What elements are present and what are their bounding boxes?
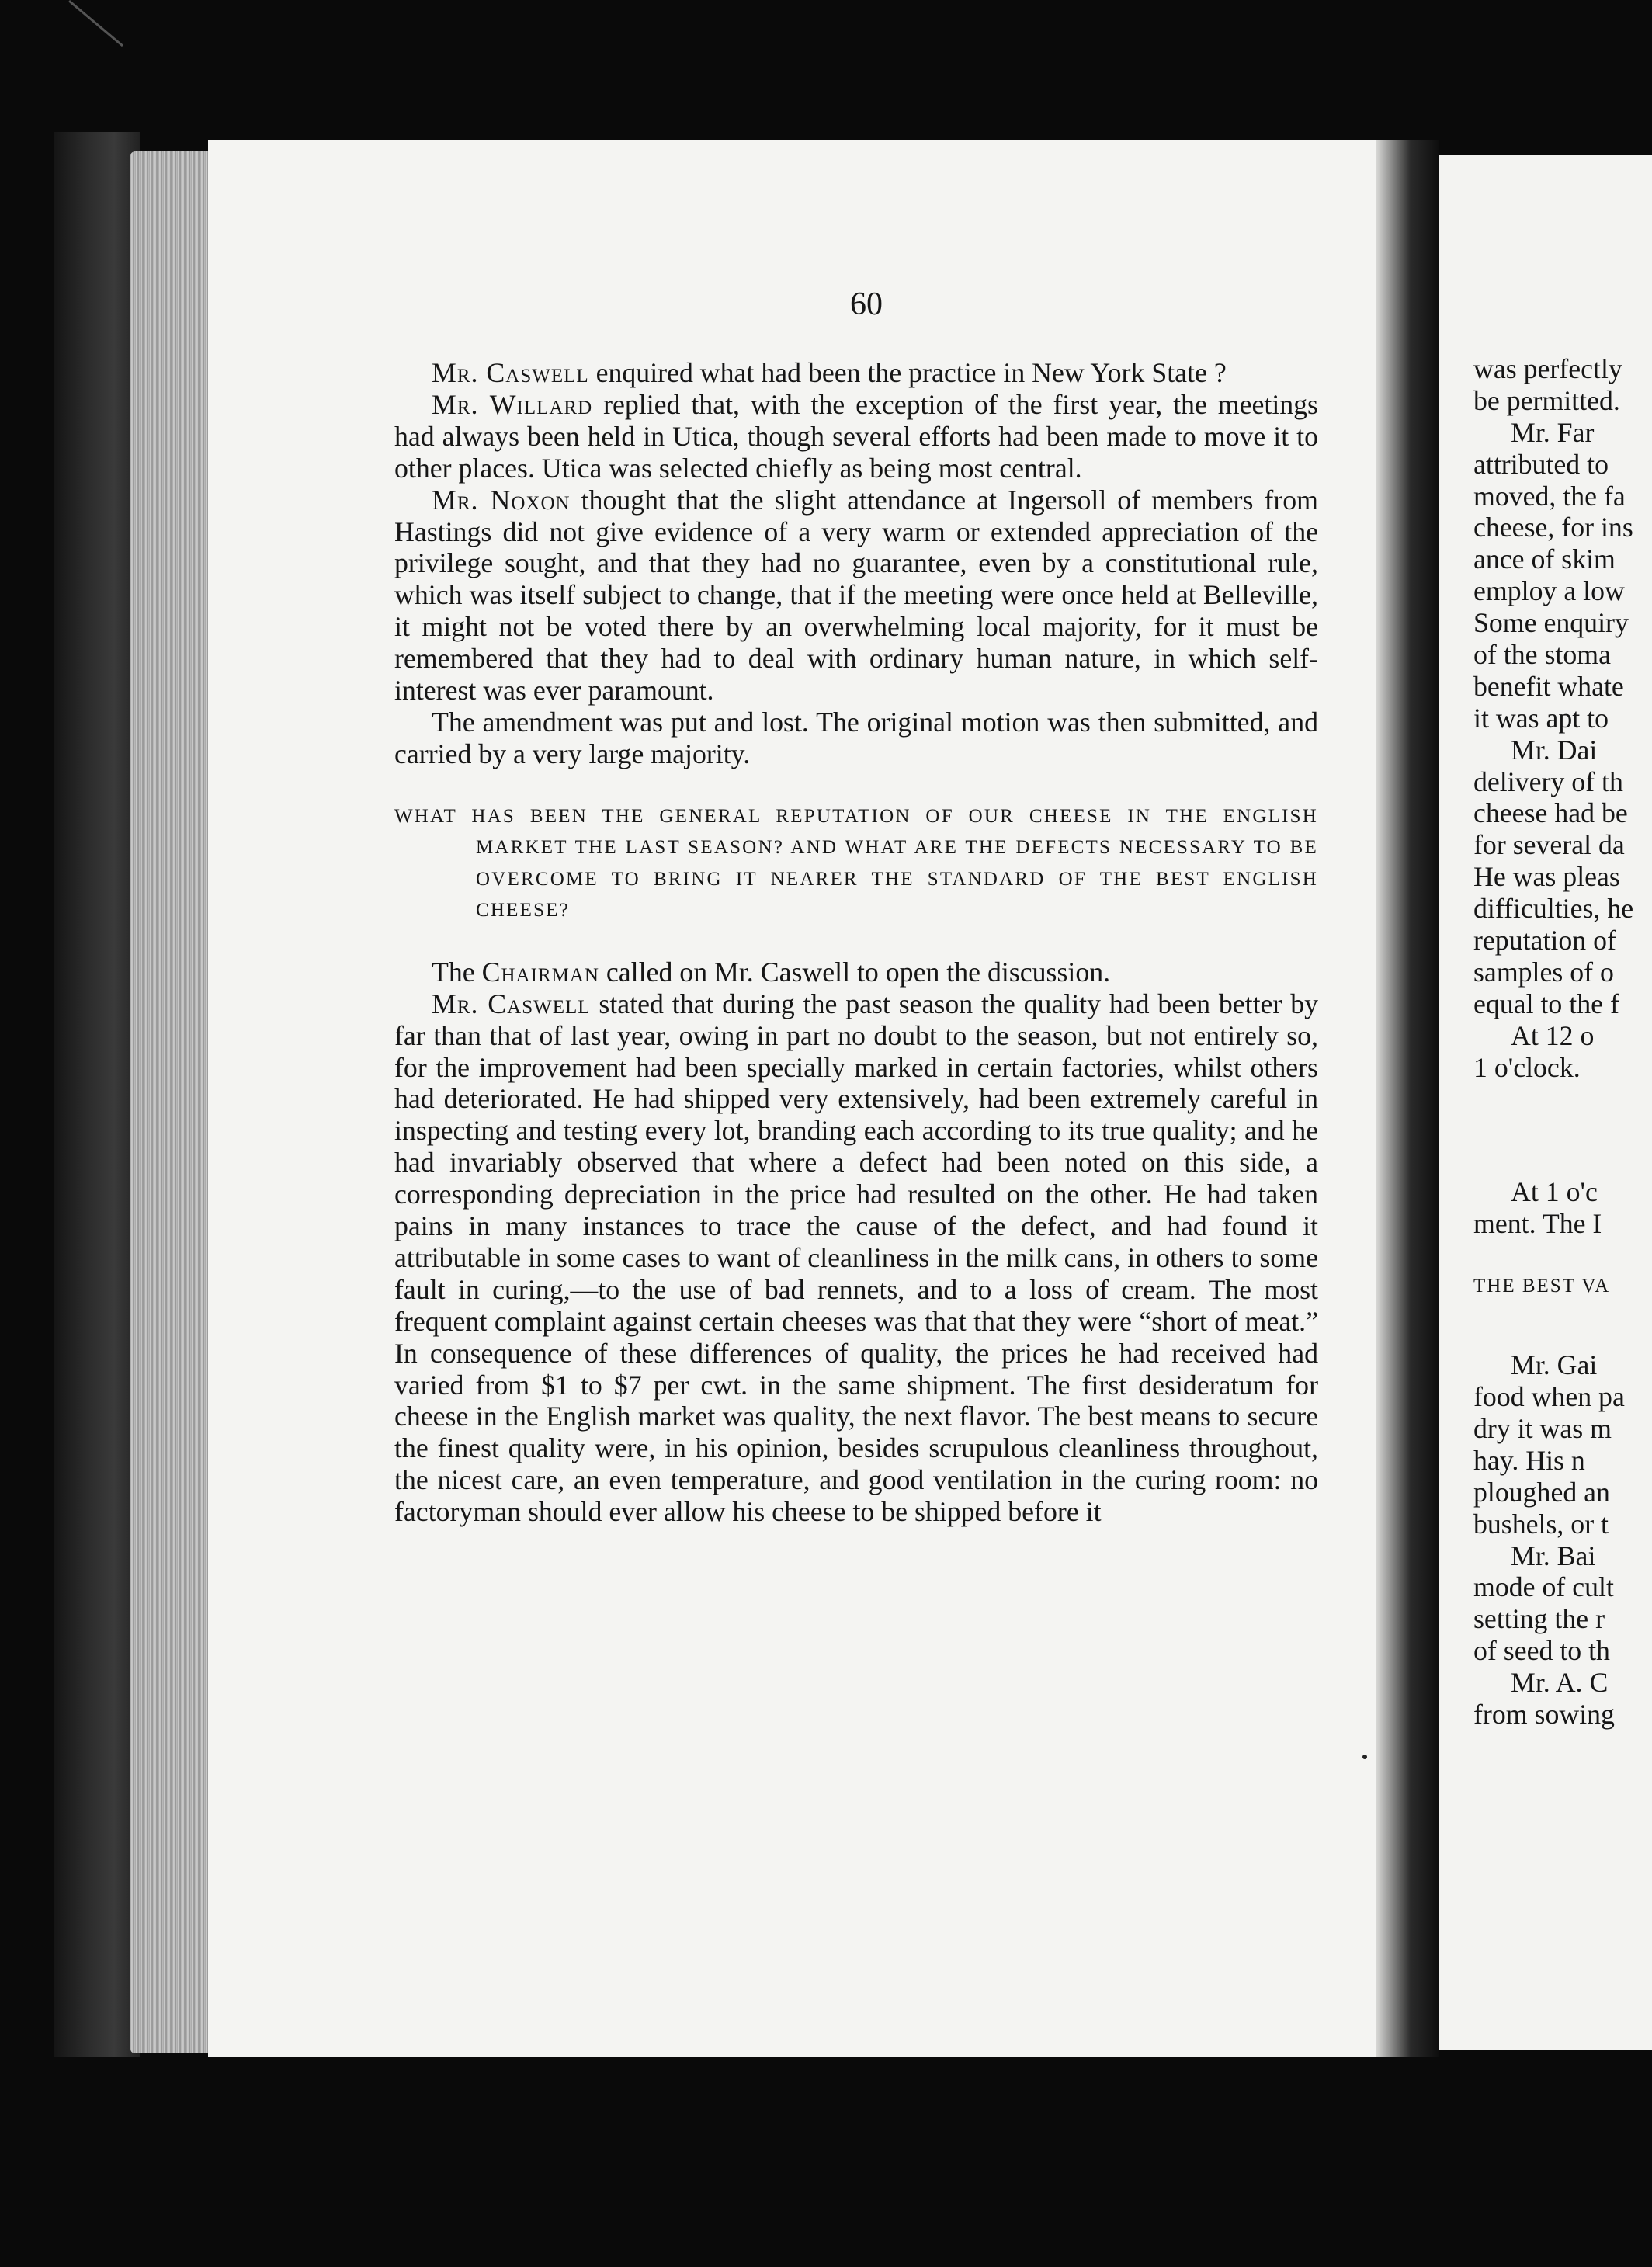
right-line: mode of cult — [1473, 1571, 1614, 1603]
right-line: 1 o'clock. — [1473, 1051, 1581, 1083]
scan-speck — [1362, 1755, 1367, 1759]
paragraph — [394, 956, 1318, 988]
spacer — [1473, 1083, 1652, 1176]
right-line: Mr. Gai — [1511, 1349, 1598, 1381]
paragraph — [394, 988, 1318, 1528]
right-line: dry it was m — [1473, 1412, 1612, 1444]
right-line: difficulties, he — [1473, 893, 1634, 925]
speaker-name: Mr. Noxon — [432, 484, 571, 516]
right-line: of seed to th — [1473, 1635, 1610, 1667]
right-line: samples of o — [1473, 956, 1614, 988]
paragraph-text: stated that during the past season the quality had been better by far than that of last year, owing in part no doubt to the season, but not entirely so, for the improvement had been specially marked in certain factories, whilst others had deteriorated. He had shipped very extensively, had been extremely careful in inspecting and testing every lot, branding each according to its true quality; and he had invariably observed that where a defect had been noted on this side, a corresponding depreciation in the price had resulted on the other. He had taken pains in many instances to trace the cause of the defect, and had found it attributable in some cases to want of cleanliness in the milk cans, in others to some fault in curing,—to the use of bad rennets, and to a loss of cream. The most frequent complaint against certain cheeses was that that they were “short of meat.” In consequence of these differences of quality, the prices he had received had varied from $1 to $7 per cwt. in the same shipment. The first desideratum for cheese in the English market was quality, the next flavor. The best means to secure the finest quality were, in his opinion, besides scrupulous cleanliness throughout, the nicest care, an even temperature, and good ventilation in the curing room: no factoryman should ever allow his cheese to be shipped before it — [394, 988, 1318, 1528]
paragraph-text: The amendment was put and lost. The original motion was then submitted, and carried by a very large majority. — [394, 706, 1318, 769]
right-line: employ a low — [1473, 575, 1625, 607]
paragraph — [394, 706, 1318, 770]
speaker-name: Mr. Caswell — [432, 988, 591, 1019]
right-line: Mr. Bai — [1511, 1540, 1596, 1571]
right-line: it was apt to — [1473, 702, 1609, 734]
right-line: moved, the fa — [1473, 480, 1626, 512]
book-spine — [54, 132, 140, 2057]
paragraph-text: replied that, with the exception of the first year, the meetings had always been held in Utica, though several efforts had been made to move it to other places. Utica was selected chiefly as being most central. — [394, 388, 1318, 484]
paragraph — [394, 389, 1318, 484]
speaker-name: Mr. Caswell — [432, 357, 589, 388]
right-line: for several da — [1473, 829, 1625, 861]
paragraph — [394, 484, 1318, 706]
right-heading-fragment: THE BEST VA — [1473, 1276, 1611, 1297]
right-line: hay. His n — [1473, 1444, 1585, 1476]
page-number: 60 — [850, 286, 883, 322]
right-line: of the stoma — [1473, 639, 1611, 671]
paragraph-lead: The — [432, 956, 482, 988]
right-line: be permitted. — [1473, 384, 1620, 416]
right-line: Mr. Far — [1511, 416, 1595, 448]
speaker-name: Chairman — [481, 956, 599, 988]
paragraph-text: called on Mr. Caswell to open the discussion. — [599, 956, 1111, 988]
right-line: from sowing — [1473, 1698, 1615, 1730]
spacer — [1473, 1303, 1652, 1349]
page-edges — [130, 151, 208, 2053]
right-line: Mr. A. C — [1511, 1667, 1609, 1699]
speaker-name: Mr. Willard — [432, 388, 593, 420]
right-line: He was pleas — [1473, 861, 1620, 893]
right-line: delivery of th — [1473, 766, 1623, 797]
right-line: ploughed an — [1473, 1476, 1610, 1508]
right-line: was perfectly — [1473, 353, 1622, 384]
right-line: cheese, for ins — [1473, 512, 1633, 543]
right-line: ment. The I — [1473, 1208, 1602, 1240]
spacer — [1473, 1240, 1652, 1271]
right-line: bushels, or t — [1473, 1508, 1609, 1540]
right-line: Some enquiry — [1473, 607, 1629, 639]
right-line: attributed to — [1473, 448, 1609, 480]
right-line: At 12 o — [1511, 1019, 1595, 1051]
right-line: equal to the f — [1473, 988, 1619, 1019]
right-page-text — [1473, 353, 1652, 1731]
right-line: At 1 o'c — [1511, 1176, 1598, 1208]
right-line: food when pa — [1473, 1381, 1625, 1413]
right-line: Mr. Dai — [1511, 734, 1598, 766]
right-line: ance of skim — [1473, 543, 1616, 575]
right-line: cheese had be — [1473, 797, 1628, 829]
book-gutter — [1376, 140, 1439, 2057]
section-heading: WHAT HAS BEEN THE GENERAL REPUTATION OF OUR CHEESE IN THE ENGLISH MARKET THE LAST SEASON? AND WHAT ARE THE DEFECTS NECESSARY TO BE OVERCOME TO BRING IT NEARER THE STANDARD OF THE BEST ENGLISH CHEESE? — [394, 805, 1318, 922]
paragraph-text: enquired what had been the practice in New York State ? — [588, 357, 1227, 388]
right-line: benefit whate — [1473, 670, 1624, 702]
right-line: reputation of — [1473, 925, 1616, 956]
left-page-text — [394, 357, 1318, 1528]
right-line: setting the r — [1473, 1603, 1605, 1635]
paragraph-text: thought that the slight attendance at Ingersoll of members from Hastings did not give evidence of a very warm or extended appreciation of the privilege sought, and that they had no guarantee, even by a constitutional rule, which was itself subject to change, that if the meeting were once held at Belleville, it might not be voted there by an overwhelming local majority, for it must be remembered that they had to deal with ordinary human nature, in which self-interest was ever paramount. — [394, 484, 1318, 706]
paragraph — [394, 357, 1318, 389]
